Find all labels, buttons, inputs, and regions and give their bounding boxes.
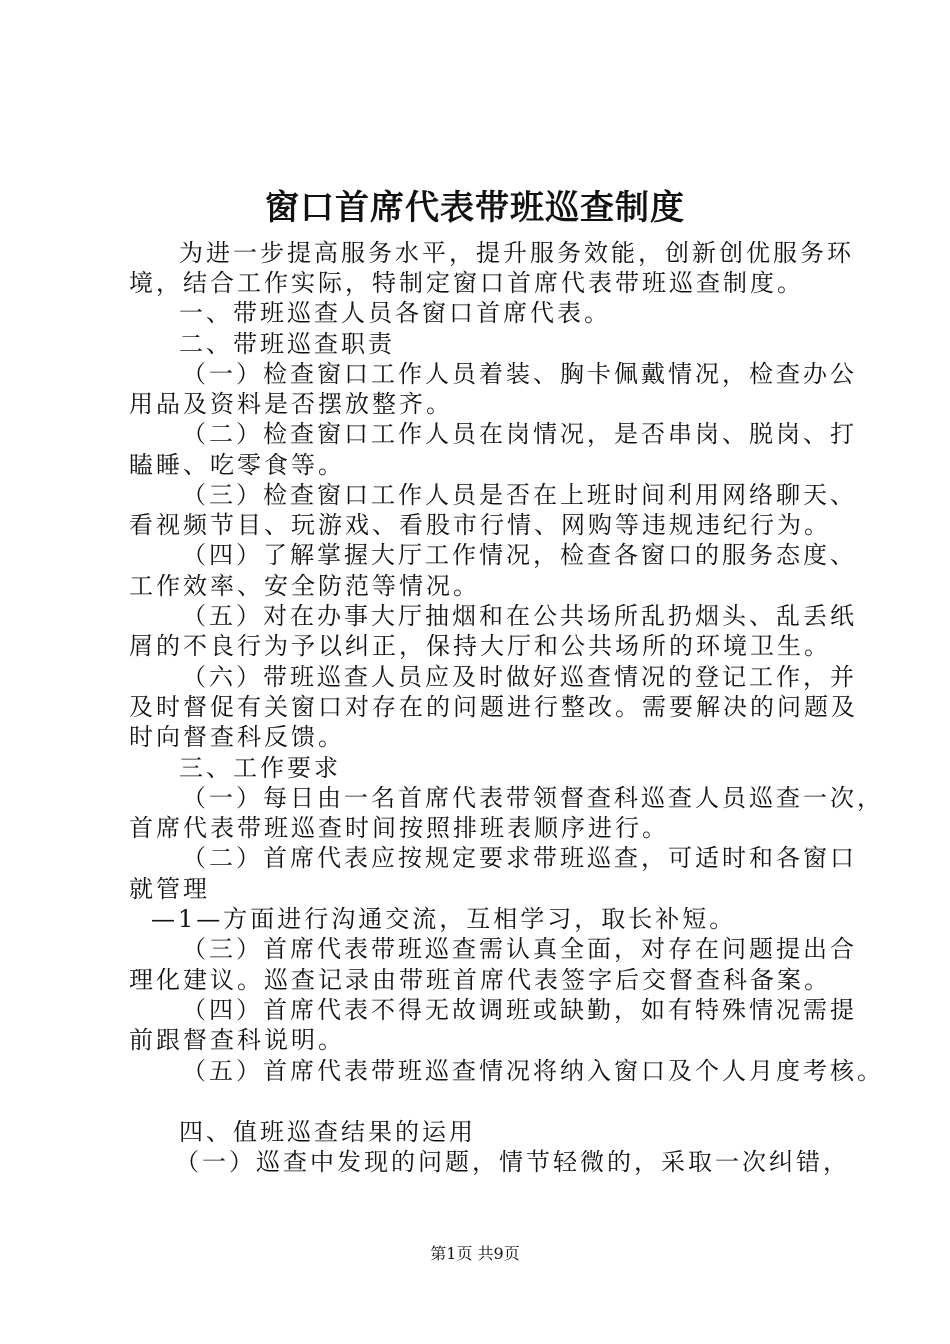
body-line: 四、值班巡查结果的运用 <box>179 1118 476 1146</box>
body-line: 时向督查科反馈。 <box>129 723 345 751</box>
body-line: （一）每日由一名首席代表带领督查科巡查人员巡查一次， <box>182 784 884 812</box>
page-number: 第1页 共9页 <box>430 1244 520 1263</box>
body-line: （四）首席代表不得无故调班或缺勤，如有特殊情况需提 <box>182 996 857 1024</box>
body-line: 屑的不良行为予以纠正，保持大厅和公共场所的环境卫生。 <box>129 632 831 660</box>
body-line: 工作效率、安全防范等情况。 <box>129 572 480 600</box>
body-line: 理化建议。巡查记录由带班首席代表签字后交督查科备案。 <box>129 966 831 994</box>
body-line: 瞌睡、吃零食等。 <box>129 451 345 479</box>
body-line: 及时督促有关窗口对存在的问题进行整改。需要解决的问题及 <box>129 693 858 721</box>
body-line: 就管理 <box>129 875 210 903</box>
body-line: （一）巡查中发现的问题，情节轻微的，采取一次纠错， <box>175 1148 850 1176</box>
body-line: 三、工作要求 <box>179 754 341 782</box>
body-line: （一）检查窗口工作人员着装、胸卡佩戴情况，检查办公 <box>182 360 857 388</box>
body-line: 看视频节目、玩游戏、看股市行情、网购等违规违纪行为。 <box>129 511 831 539</box>
body-line: 用品及资料是否摆放整齐。 <box>129 390 453 418</box>
body-line: （四）了解掌握大厅工作情况，检查各窗口的服务态度、 <box>182 541 857 569</box>
body-line: —1—方面进行沟通交流，互相学习，取长补短。 <box>151 905 737 933</box>
body-line: （五）对在办事大厅抽烟和在公共场所乱扔烟头、乱丢纸 <box>182 602 857 630</box>
body-line: （六）带班巡查人员应及时做好巡查情况的登记工作，并 <box>182 663 857 691</box>
body-line: （二）检查窗口工作人员在岗情况，是否串岗、脱岗、打 <box>182 420 857 448</box>
body-line: 二、带班巡查职责 <box>179 330 395 358</box>
body-line: （二）首席代表应按规定要求带班巡查，可适时和各窗口 <box>182 844 857 872</box>
document-title: 窗口首席代表带班巡查制度 <box>265 188 685 228</box>
body-line: （三）检查窗口工作人员是否在上班时间利用网络聊天、 <box>182 481 857 509</box>
body-line: 境，结合工作实际，特制定窗口首席代表带班巡查制度。 <box>129 269 804 297</box>
body-line: 首席代表带班巡查时间按照排班表顺序进行。 <box>129 814 669 842</box>
body-line: （五）首席代表带班巡查情况将纳入窗口及个人月度考核。 <box>182 1057 884 1085</box>
body-line: 一、带班巡查人员各窗口首席代表。 <box>179 299 611 327</box>
body-line: 为进一步提高服务水平，提升服务效能，创新创优服务环 <box>179 239 854 267</box>
body-line: （三）首席代表带班巡查需认真全面，对存在问题提出合 <box>182 935 857 963</box>
body-line: 前跟督查科说明。 <box>129 1026 345 1054</box>
